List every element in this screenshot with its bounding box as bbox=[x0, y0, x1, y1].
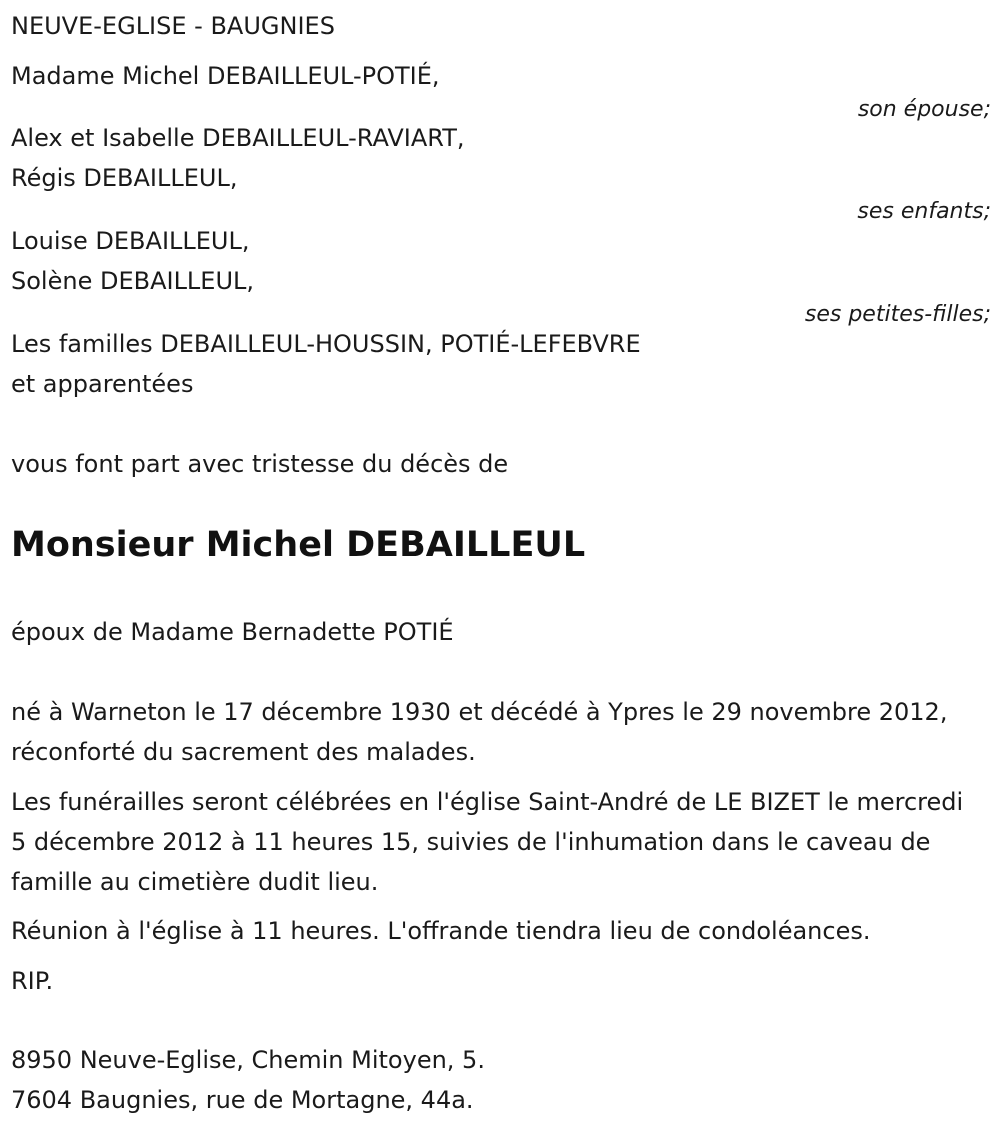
spouse-line: époux de Madame Bernadette POTIÉ bbox=[11, 618, 454, 646]
family-name: Solène DEBAILLEUL, bbox=[11, 267, 255, 295]
family-group-children bbox=[11, 118, 991, 226]
family-name: Madame Michel DEBAILLEUL-POTIÉ, bbox=[11, 62, 440, 90]
announcement-text: vous font part avec tristesse du décès de bbox=[11, 450, 509, 478]
families-line: et apparentées bbox=[11, 370, 194, 398]
family-name: Louise DEBAILLEUL, bbox=[11, 227, 250, 255]
family-name: Alex et Isabelle DEBAILLEUL-RAVIART, bbox=[11, 124, 465, 152]
deceased-name: Monsieur Michel DEBAILLEUL bbox=[11, 525, 586, 565]
families-line: Les familles DEBAILLEUL-HOUSSIN, POTIÉ-LEFEBVRE bbox=[11, 330, 641, 358]
family-name: Régis DEBAILLEUL, bbox=[11, 164, 238, 192]
family-group-spouse bbox=[11, 56, 991, 124]
funeral-paragraph: Les funérailles seront célébrées en l'église Saint-André de LE BIZET le mercredi 5 décembre 2012 à 11 heures 15, suivies de l'inhumation dans le caveau de famille au cimetière dudit lieu. bbox=[11, 788, 964, 896]
rip-text: RIP. bbox=[11, 967, 54, 995]
address-line: 8950 Neuve-Eglise, Chemin Mitoyen, 5. bbox=[11, 1046, 485, 1074]
header-locations: NEUVE-EGLISE - BAUGNIES bbox=[11, 12, 335, 40]
family-role: ses petites-filles; bbox=[804, 302, 991, 327]
family-role: ses enfants; bbox=[857, 199, 991, 224]
addresses bbox=[11, 1040, 485, 1120]
obituary-notice bbox=[11, 0, 991, 1135]
family-role: son épouse; bbox=[857, 97, 991, 122]
meeting-paragraph: Réunion à l'église à 11 heures. L'offrande tiendra lieu de condoléances. bbox=[11, 917, 871, 945]
extended-families bbox=[11, 324, 641, 404]
family-group-granddaughters bbox=[11, 221, 991, 329]
address-line: 7604 Baugnies, rue de Mortagne, 44a. bbox=[11, 1086, 474, 1114]
birth-death-paragraph: né à Warneton le 17 décembre 1930 et décédé à Ypres le 29 novembre 2012, réconforté du sacrement des malades. bbox=[11, 698, 948, 766]
